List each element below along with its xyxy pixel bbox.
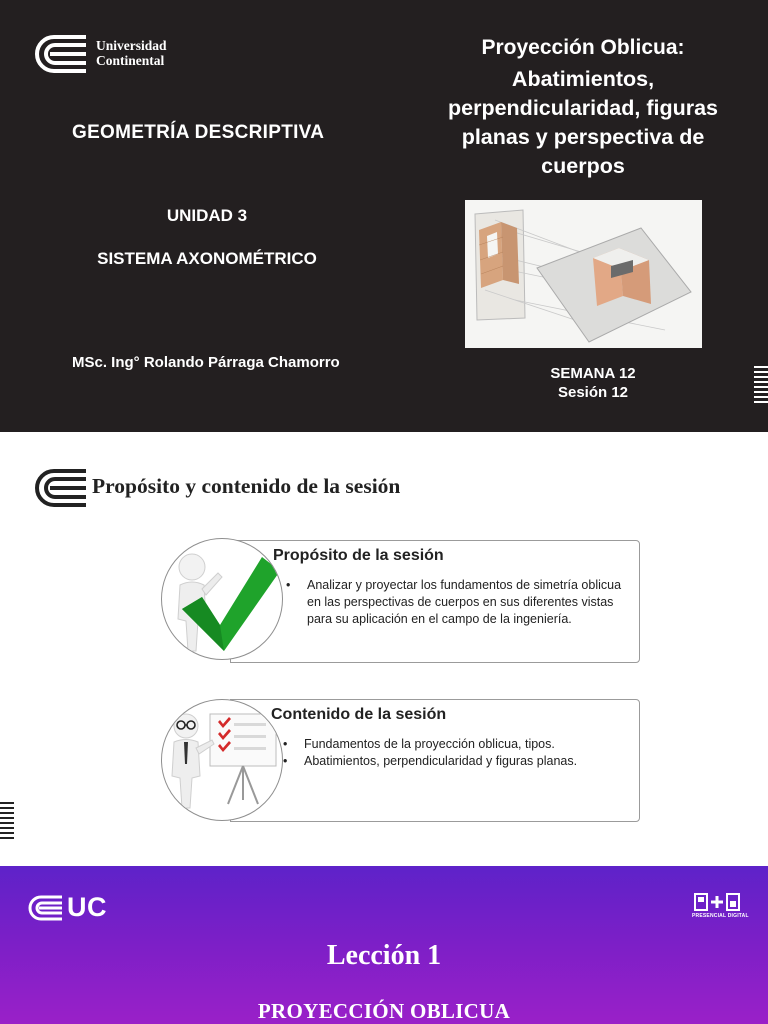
university-name: Universidad Continental xyxy=(96,38,167,68)
week-label: SEMANA 12 xyxy=(550,365,636,382)
purpose-list xyxy=(286,577,626,628)
cover-slide xyxy=(0,0,768,432)
lesson-title-main: Proyección Oblicua: xyxy=(481,36,685,59)
author-name: MSc. Ing° Rolando Párraga Chamorro xyxy=(72,354,340,371)
slide-marker-icon xyxy=(0,802,14,842)
lesson-title xyxy=(430,35,736,181)
university-logo-icon xyxy=(34,34,90,74)
unit-label: UNIDAD 3 xyxy=(166,206,248,225)
presencial-digital-logo-icon xyxy=(694,893,740,911)
purpose-box xyxy=(230,540,640,663)
list-item: • Analizar y proyectar los fundamentos de simetría oblicua en las perspectivas de cuerpos en sus diferentes vistas para su aplicación en el campo de la ingeniería. xyxy=(286,577,626,628)
uc-logo-text: UC xyxy=(67,892,107,922)
uc-logo-icon xyxy=(28,895,64,921)
lesson-slide xyxy=(0,866,768,1024)
system-label: SISTEMA AXONOMÉTRICO xyxy=(97,249,317,268)
purpose-slide xyxy=(0,434,768,866)
lesson-subtitle: Abatimientos, perpendicularidad, figuras planas y perspectiva de cuerpos xyxy=(448,67,718,178)
checkmark-illustration-icon xyxy=(161,538,283,660)
university-logo-icon xyxy=(34,468,90,508)
oblique-projection-image xyxy=(465,200,702,348)
slide-title: Propósito y contenido de la sesión xyxy=(92,474,401,498)
list-item: • Fundamentos de la proyección oblicua, tipos. xyxy=(283,736,623,753)
list-item: • Abatimientos, perpendicularidad y figuras planas. xyxy=(283,753,623,770)
presencial-digital-text: PRESENCIAL DIGITAL xyxy=(692,913,749,919)
content-heading: Contenido de la sesión xyxy=(271,706,447,723)
lesson-topic: PROYECCIÓN OBLICUA xyxy=(257,999,511,1023)
content-box xyxy=(230,699,640,822)
slide-marker-icon xyxy=(754,366,768,406)
purpose-heading: Propósito de la sesión xyxy=(273,547,444,564)
lesson-number: Lección 1 xyxy=(326,940,442,971)
presenter-board-illustration-icon xyxy=(161,699,283,821)
content-list xyxy=(283,736,623,770)
week-session xyxy=(518,364,668,402)
course-title: GEOMETRÍA DESCRIPTIVA xyxy=(72,122,325,143)
session-label: Sesión 12 xyxy=(557,384,629,401)
